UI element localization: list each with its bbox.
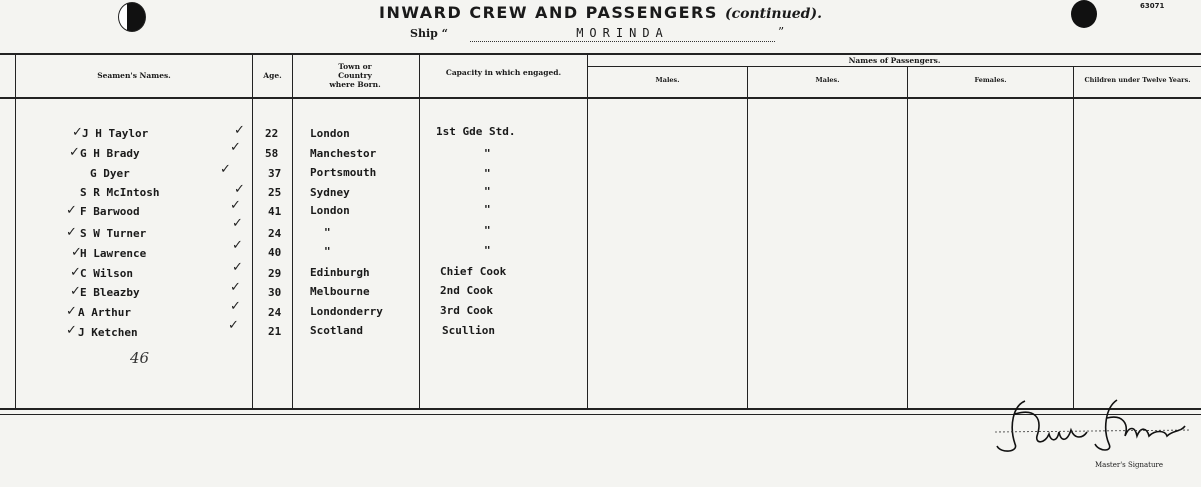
seaman-town: Scotland bbox=[310, 324, 363, 337]
tick-mark: ✓ bbox=[232, 216, 243, 231]
seaman-town: Manchestor bbox=[310, 147, 377, 160]
seaman-age: 30 bbox=[268, 286, 282, 299]
header-age: Age. bbox=[263, 71, 282, 80]
seaman-age: 22 bbox=[265, 127, 279, 140]
seaman-age: 21 bbox=[268, 325, 282, 338]
seaman-age: 40 bbox=[268, 246, 282, 259]
tick-mark: ✓ bbox=[66, 225, 77, 240]
header-names: Seamen's Names. bbox=[97, 71, 171, 80]
seaman-town: Sydney bbox=[310, 186, 350, 199]
seaman-age: 41 bbox=[268, 205, 282, 218]
seaman-town: Londonderry bbox=[310, 305, 383, 318]
seaman-town: London bbox=[310, 204, 350, 217]
tick-mark: ✓ bbox=[230, 198, 241, 213]
seaman-name: A Arthur bbox=[78, 306, 131, 319]
header-children: Children under Twelve Years. bbox=[1084, 76, 1191, 84]
tick-mark: ✓ bbox=[66, 304, 77, 319]
master-signature bbox=[995, 396, 1195, 456]
tick-mark: ✓ bbox=[228, 318, 239, 333]
seaman-name: H Lawrence bbox=[80, 247, 147, 260]
col-rule-females bbox=[1073, 66, 1074, 410]
seaman-age: 29 bbox=[268, 267, 282, 280]
seaman-town: Portsmouth bbox=[310, 166, 377, 179]
seaman-name: F Barwood bbox=[80, 205, 140, 218]
col-rule-left bbox=[15, 53, 16, 410]
seaman-name: J Ketchen bbox=[78, 326, 138, 339]
tick-mark: ✓ bbox=[69, 145, 80, 160]
tick-mark: ✓ bbox=[66, 203, 77, 218]
tick-mark: ✓ bbox=[220, 162, 231, 177]
seaman-age: 58 bbox=[265, 147, 279, 160]
seaman-capacity: Chief Cook bbox=[440, 265, 507, 278]
col-rule-males1 bbox=[747, 66, 748, 410]
seaman-town: London bbox=[310, 127, 350, 140]
passengers-subrule bbox=[588, 66, 1201, 67]
col-rule-name bbox=[252, 53, 253, 410]
header-bottom-rule bbox=[0, 97, 1201, 99]
header-females: Females. bbox=[974, 76, 1007, 84]
seaman-town: " bbox=[324, 245, 331, 258]
seaman-capacity: 3rd Cook bbox=[440, 304, 493, 317]
seaman-town: Edinburgh bbox=[310, 266, 370, 279]
col-rule-capacity bbox=[587, 53, 588, 410]
tick-mark: ✓ bbox=[70, 265, 81, 280]
tick-mark: ✓ bbox=[71, 245, 82, 260]
seaman-name: S R McIntosh bbox=[80, 186, 160, 199]
seaman-town: " bbox=[324, 226, 331, 239]
seaman-town: Melbourne bbox=[310, 285, 370, 298]
seaman-name: J H Taylor bbox=[82, 127, 149, 140]
seaman-age: 24 bbox=[268, 306, 282, 319]
seaman-capacity: " bbox=[484, 203, 491, 216]
tally-note: 46 bbox=[130, 349, 150, 367]
page-title bbox=[0, 3, 1201, 22]
tick-mark: ✓ bbox=[230, 280, 241, 295]
tick-mark: ✓ bbox=[70, 284, 81, 299]
tick-mark: ✓ bbox=[234, 182, 245, 197]
seaman-capacity: " bbox=[484, 244, 491, 257]
tick-mark: ✓ bbox=[234, 123, 245, 138]
ship-close-quote: ” bbox=[778, 25, 785, 39]
form-number: 63071 bbox=[1140, 2, 1165, 10]
tick-mark: ✓ bbox=[232, 238, 243, 253]
ship-name: MORINDA bbox=[470, 26, 775, 42]
seaman-name: G Dyer bbox=[90, 167, 130, 180]
seaman-name: S W Turner bbox=[80, 227, 147, 240]
seaman-age: 24 bbox=[268, 227, 282, 240]
seaman-capacity: 1st Gde Std. bbox=[436, 125, 516, 138]
ship-label: Ship “ bbox=[410, 27, 448, 40]
seaman-capacity: 2nd Cook bbox=[440, 284, 493, 297]
title-main: INWARD CREW AND PASSENGERS bbox=[379, 3, 718, 22]
col-rule-males2 bbox=[907, 66, 908, 410]
seaman-name: E Bleazby bbox=[80, 286, 140, 299]
seaman-age: 37 bbox=[268, 167, 282, 180]
col-rule-town bbox=[419, 53, 420, 410]
tick-mark: ✓ bbox=[232, 260, 243, 275]
header-capacity: Capacity in which engaged. bbox=[445, 68, 562, 77]
seaman-capacity: " bbox=[484, 185, 491, 198]
header-passengers: Names of Passengers. bbox=[848, 56, 941, 65]
seaman-name: C Wilson bbox=[80, 267, 133, 280]
seaman-name: G H Brady bbox=[80, 147, 140, 160]
header-males-2: Males. bbox=[815, 76, 840, 84]
seaman-capacity: " bbox=[484, 224, 491, 237]
seaman-capacity: " bbox=[484, 167, 491, 180]
tick-mark: ✓ bbox=[72, 125, 83, 140]
header-males-1: Males. bbox=[655, 76, 680, 84]
tick-mark: ✓ bbox=[230, 299, 241, 314]
tick-mark: ✓ bbox=[230, 140, 241, 155]
title-suffix: (continued). bbox=[724, 6, 822, 22]
seaman-capacity: " bbox=[484, 147, 491, 160]
col-rule-age bbox=[292, 53, 293, 410]
seaman-capacity: Scullion bbox=[442, 324, 495, 337]
header-town: Town or Country where Born. bbox=[329, 62, 381, 89]
table-top-rule bbox=[0, 53, 1201, 55]
seaman-age: 25 bbox=[268, 186, 282, 199]
signature-label: Master's Signature bbox=[1095, 461, 1163, 469]
tick-mark: ✓ bbox=[66, 323, 77, 338]
